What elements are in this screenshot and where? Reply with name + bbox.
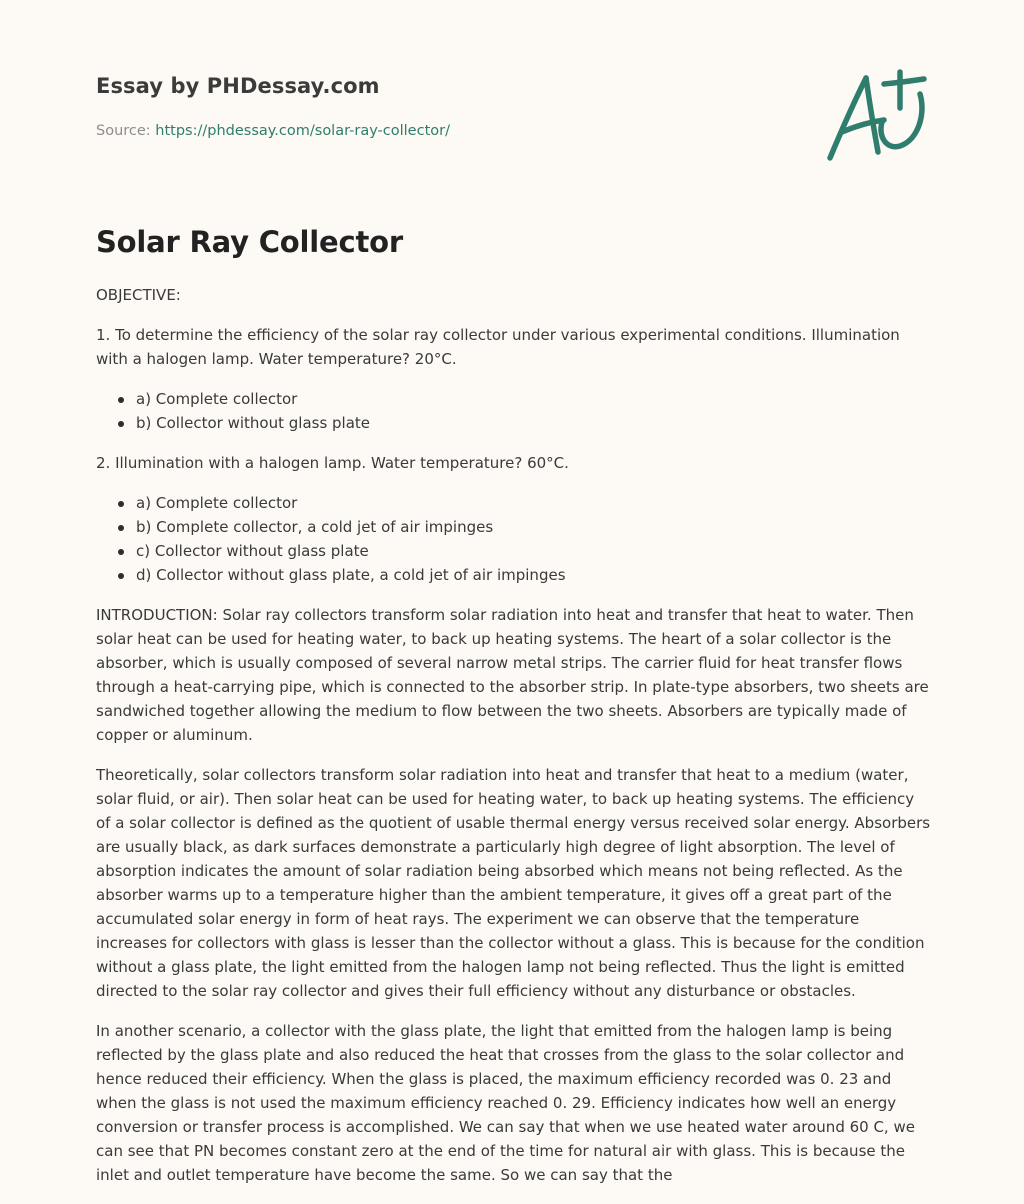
essay-content bbox=[96, 225, 932, 1203]
objective-heading: OBJECTIVE: bbox=[96, 286, 181, 304]
list-item: c) Collector without glass plate bbox=[136, 539, 932, 563]
page-title: Solar Ray Collector bbox=[96, 225, 403, 259]
list-item: b) Complete collector, a cold jet of air impinges bbox=[136, 515, 932, 539]
introduction-paragraph: INTRODUCTION: Solar ray collectors transform solar radiation into heat and transfer that heat to water. Then solar heat can be used for heating water, to back up heating systems. The heart of a solar collector is the absorber, which is usually composed of several narrow metal strips. The carrier fluid for heat transfer flows through a heat-carrying pipe, which is connected to the absorber strip. In plate-type absorbers, two sheets are sandwiched together allowing the medium to flow between the two sheets. Absorbers are typically made of copper or aluminum. bbox=[96, 606, 929, 744]
list-item: a) Complete collector bbox=[136, 387, 932, 411]
objective-2: 2. Illumination with a halogen lamp. Water temperature? 60°C. bbox=[96, 454, 569, 472]
source-label: Source: bbox=[96, 123, 151, 139]
theory-paragraph: Theoretically, solar collectors transform solar radiation into heat and transfer that heat to a medium (water, solar fluid, or air). Then solar heat can be used for heating water, to back up heating systems. The efficiency of a solar collector is defined as the quotient of usable thermal energy versus received solar energy. Absorbers are usually black, as dark surfaces demonstrate a particularly high degree of light absorption. The level of absorption indicates the amount of solar radiation being absorbed which means not being reflected. As the absorber warms up to a temperature higher than the ambient temperature, it gives off a great part of the accumulated solar energy in form of heat rays. The experiment we can observe that the temperature increases for collectors with glass is lesser than the collector without a glass. This is because for the condition without a glass plate, the light emitted from the halogen lamp not being reflected. Thus the light is emitted directed to the solar ray collector and gives their full efficiency without any disturbance or obstacles. bbox=[96, 766, 931, 1000]
site-brand: Essay by PHDessay.com bbox=[96, 74, 380, 98]
list-item: d) Collector without glass plate, a cold jet of air impinges bbox=[136, 563, 932, 587]
list-item: a) Complete collector bbox=[136, 491, 932, 515]
essay-header bbox=[96, 74, 796, 139]
source-line bbox=[96, 123, 796, 139]
scenario-paragraph: In another scenario, a collector with the glass plate, the light that emitted from the halogen lamp is being reflected by the glass plate and also reduced the heat that crosses from the glass to the solar collector and hence reduced their efficiency. When the glass is placed, the maximum efficiency recorded was 0. 23 and when the glass is not used the maximum efficiency reached 0. 29. Efficiency indicates how well an energy conversion or transfer process is accomplished. We can say that when we use heated water around 60 C, we can see that PN becomes constant zero at the end of the time for natural air with glass. This is because the inlet and outlet temperature have become the same. So we can say that the bbox=[96, 1022, 915, 1184]
objective-1: 1. To determine the efficiency of the solar ray collector under various experimental conditions. Illumination with a halogen lamp. Water temperature? 20°C. bbox=[96, 326, 900, 368]
condition-list-1 bbox=[96, 387, 932, 435]
condition-list-2 bbox=[96, 491, 932, 587]
list-item: b) Collector without glass plate bbox=[136, 411, 932, 435]
source-link[interactable]: https://phdessay.com/solar-ray-collector/ bbox=[155, 123, 450, 139]
a-plus-logo-icon bbox=[820, 66, 930, 166]
